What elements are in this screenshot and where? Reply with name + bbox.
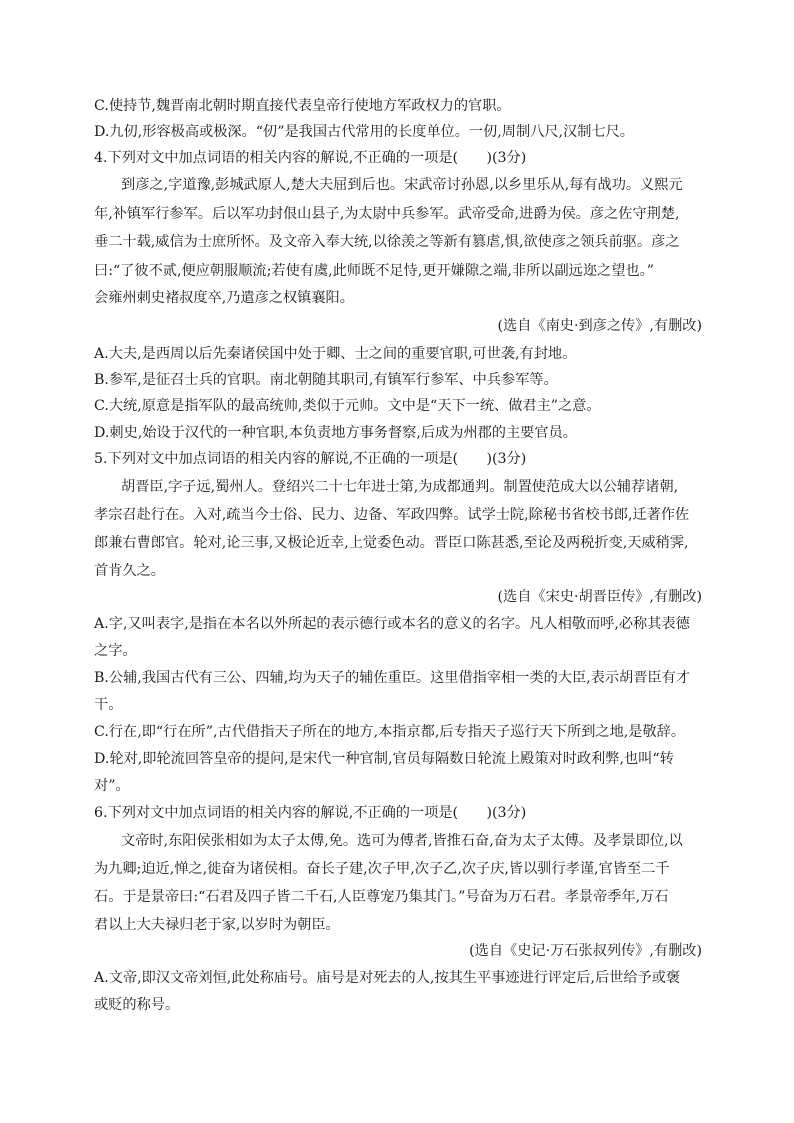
passage-4-line-5: 会雍州刺史褚叔度卒,乃遣彦之权镇襄阳。 xyxy=(94,290,354,306)
passage-4-line-2: 年,补镇军行参军。后以军功封佷山县子,为太尉中兵参军。武帝受命,进爵为侯。彦之佐守荆楚, xyxy=(94,206,680,222)
q6-option-a-line-1: A.文帝,即汉文帝刘恒,此处称庙号。庙号是对死去的人,按其生平事迹进行评定后,后世给予或褒 xyxy=(94,970,681,986)
q4-option-d: D.刺史,始设于汉代的一种官职,本负责地方事务督察,后成为州郡的主要官员。 xyxy=(94,425,577,441)
option-d-line: D.九仞,形容极高或极深。“仞”是我国古代常用的长度单位。一仞,周制八尺,汉制七尺。 xyxy=(94,124,634,140)
passage-4-source: (选自《南史·到彦之传》,有删改) xyxy=(497,318,702,334)
passage-6-line-2: 为九卿;迫近,惮之,徙奋为诸侯相。奋长子建,次子甲,次子乙,次子庆,皆以驯行孝谨,官皆至二千 xyxy=(94,861,670,877)
question-5-title: 5.下列对文中加点词语的相关内容的解说,不正确的一项是( )(3分) xyxy=(94,451,527,467)
passage-5-line-3: 郎兼右曹郎官。轮对,论三事,又极论近幸,上觉委色动。晋臣口陈甚悉,至论及两税折变,天威稍霁, xyxy=(94,535,689,551)
q5-option-c: C.行在,即“行在所”,古代借指天子所在的地方,本指京都,后专指天子巡行天下所到之地,是敬辞。 xyxy=(94,724,686,740)
q6-option-a-line-2: 或贬的称号。 xyxy=(94,997,180,1013)
q5-option-b-line-1: B.公辅,我国古代有三公、四辅,均为天子的辅佐重臣。这里借指宰相一类的大臣,表示胡晋臣有才 xyxy=(94,670,690,686)
question-6-title: 6.下列对文中加点词语的相关内容的解说,不正确的一项是( )(3分) xyxy=(94,805,527,821)
passage-5-line-4: 首肯久之。 xyxy=(94,563,165,579)
q4-option-c: C.大统,原意是指军队的最高统帅,类似于元帅。文中是“天下一统、做君主”之意。 xyxy=(94,398,601,414)
q5-option-d-line-2: 对”。 xyxy=(94,778,130,794)
passage-5-line-1: 胡晋臣,字子远,蜀州人。登绍兴二十七年进士第,为成都通判。制置使范成大以公辅荐诸朝, xyxy=(121,479,679,495)
question-4-title: 4.下列对文中加点词语的相关内容的解说,不正确的一项是( )(3分) xyxy=(94,150,527,166)
q5-option-d-line-1: D.轮对,即轮流回答皇帝的提问,是宋代一种官制,官员每隔数日轮流上殿策对时政利弊,也叫“转 xyxy=(94,751,674,767)
passage-4-line-1: 到彦之,字道豫,彭城武原人,楚大夫屈到后也。宋武帝讨孙恩,以乡里乐从,每有战功。义熙元 xyxy=(121,177,683,193)
passage-5-line-2: 孝宗召赴行在。入对,疏当今士俗、民力、边备、军政四弊。试学士院,除秘书省校书郎,迁著作佐 xyxy=(94,507,690,523)
passage-6-line-4: 君以上大夫禄归老于家,以岁时为朝臣。 xyxy=(94,917,340,933)
q5-option-a-line-2: 之字。 xyxy=(94,643,137,659)
passage-4-line-4: 曰:“了彼不贰,便应朝服顺流;若使有虞,此师既不足恃,更开嫌隙之端,非所以副远迩之望也。” xyxy=(94,263,654,279)
q5-option-b-line-2: 干。 xyxy=(94,697,123,713)
q5-option-a-line-1: A.字,又叫表字,是指在本名以外所起的表示德行或本名的意义的名字。凡人相敬而呼,必称其表德 xyxy=(94,616,690,632)
q4-option-b: B.参军,是征召士兵的官职。南北朝随其职司,有镇军行参军、中兵参军等。 xyxy=(94,372,558,388)
option-c-line: C.使持节,魏晋南北朝时期直接代表皇帝行使地方军政权力的官职。 xyxy=(94,98,511,114)
passage-4-line-3: 垂二十载,威信为士庶所怀。及文帝入奉大统,以徐羡之等新有篡虐,惧,欲使彦之领兵前驱。彦之 xyxy=(94,234,680,250)
passage-6-line-1: 文帝时,东阳侯张相如为太子太傅,免。选可为傅者,皆推石奋,奋为太子太傅。及孝景即位,以 xyxy=(121,833,683,849)
q4-option-a: A.大夫,是西周以后先秦诸侯国中处于卿、士之间的重要官职,可世袭,有封地。 xyxy=(94,346,577,362)
passage-5-source: (选自《宋史·胡晋臣传》,有删改) xyxy=(497,589,702,605)
passage-6-source: (选自《史记·万石张叔列传》,有删改) xyxy=(469,943,702,959)
passage-6-line-3: 石。于是景帝曰:“石君及四子皆二千石,人臣尊宠乃集其门。”号奋为万石君。孝景帝季年,万石 xyxy=(94,889,669,905)
